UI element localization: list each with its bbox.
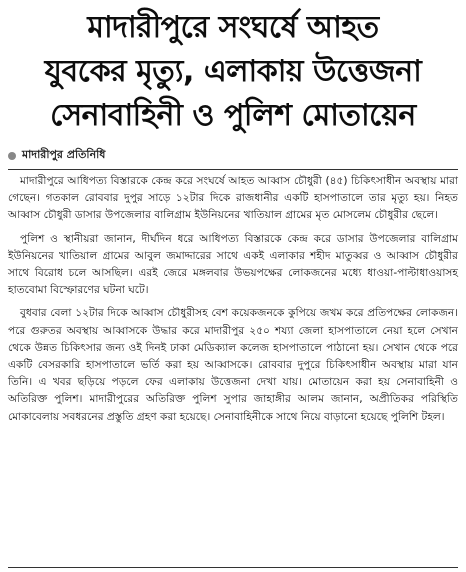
headline-line-1: মাদারীপুরে সংঘর্ষে আহত — [87, 10, 379, 45]
bottom-divider — [8, 567, 458, 568]
headline-line-2: যুবকের মৃত্যু, এলাকায় উত্তেজনা — [44, 54, 422, 89]
bullet-icon — [8, 152, 16, 160]
divider — [8, 169, 458, 170]
article-body — [8, 173, 458, 426]
paragraph-2: পুলিশ ও স্থানীয়রা জানান, দীর্ঘদিন ধরে আধিপত্য বিস্তারকে কেন্দ্র করে ডাসার উপজেলার বালিগ্রাম ইউনিয়নের খাতিয়াল গ্রামের আবুল জমাদ্দারের সাথে একই এলাকার শহীদ মাতুব্বর ও আব্বাস চৌধুরীর সাথে বিরোধ চলে আসছিল। এরই জেরে মঙ্গলবার উভয়পক্ষের লোকজনের মধ্যে ধাওয়া-পাল্টাধাওয়াসহ হাতবোমা বিস্ফোরণের ঘটনা ঘটে। — [8, 232, 458, 297]
paragraph-1: মাদারীপুরে আধিপত্য বিস্তারকে কেন্দ্র করে সংঘর্ষে আহত আব্বাস চৌধুরী (৪৫) চিকিৎসাধীন অবস্থায় মারা গেছেন। গতকাল রোববার দুপুর সাড়ে ১২টার দিকে রাজধানীর একটি হাসপাতালে তার মৃত্যু হয়। নিহত আব্বাস চৌধুরী ডাসার উপজেলার বালিগ্রাম ইউনিয়নের খাতিয়াল গ্রামের মৃত মোসলেম চৌধুরীর ছেলে। — [8, 175, 458, 222]
headline — [8, 6, 458, 138]
byline-text: মাদারীপুর প্রতিনিধি — [22, 148, 106, 161]
byline — [8, 146, 458, 165]
paragraph-3: বুধবার বেলা ১২টার দিকে আব্বাস চৌধুরীসহ বেশ কয়েকজনকে কুপিয়ে জখম করে প্রতিপক্ষের লোকজন। পরে গুরুতর অবস্থায় আব্বাসকে উদ্ধার করে মাদারীপুর ২৫০ শয্যা জেলা হাসপাতালে নেয়া হলে সেখান থেকে উন্নত চিকিৎসার জন্য ওই দিনই ঢাকা মেডিক্যাল কলেজ হাসপাতালে পাঠানো হয়। সেখান থেকে পরে একটি বেসরকারি হাসপাতালে ভর্তি করা হয় আব্বাসকে। রোববার দুপুরে চিকিৎসাধীন অবস্থায় মারা যান তিনি। এ খবর ছড়িয়ে পড়লে ফের এলাকায় উত্তেজনা দেখা যায়। মোতায়েন করা হয় সেনাবাহিনী ও অতিরিক্ত পুলিশ। মাদারীপুরের অতিরিক্ত পুলিশ সুপার জাহাঙ্গীর আলম জানান, অপ্রীতিকর পরিস্থিতি মোকাবেলায় সবধরনের প্রস্তুতি গ্রহণ করা হয়েছে। সেনাবাহিনীকে সাথে নিয়ে বাড়ানো হয়েছে পুলিশি টহল। — [8, 307, 458, 423]
headline-line-3: সেনাবাহিনী ও পুলিশ মোতায়েন — [50, 98, 416, 133]
